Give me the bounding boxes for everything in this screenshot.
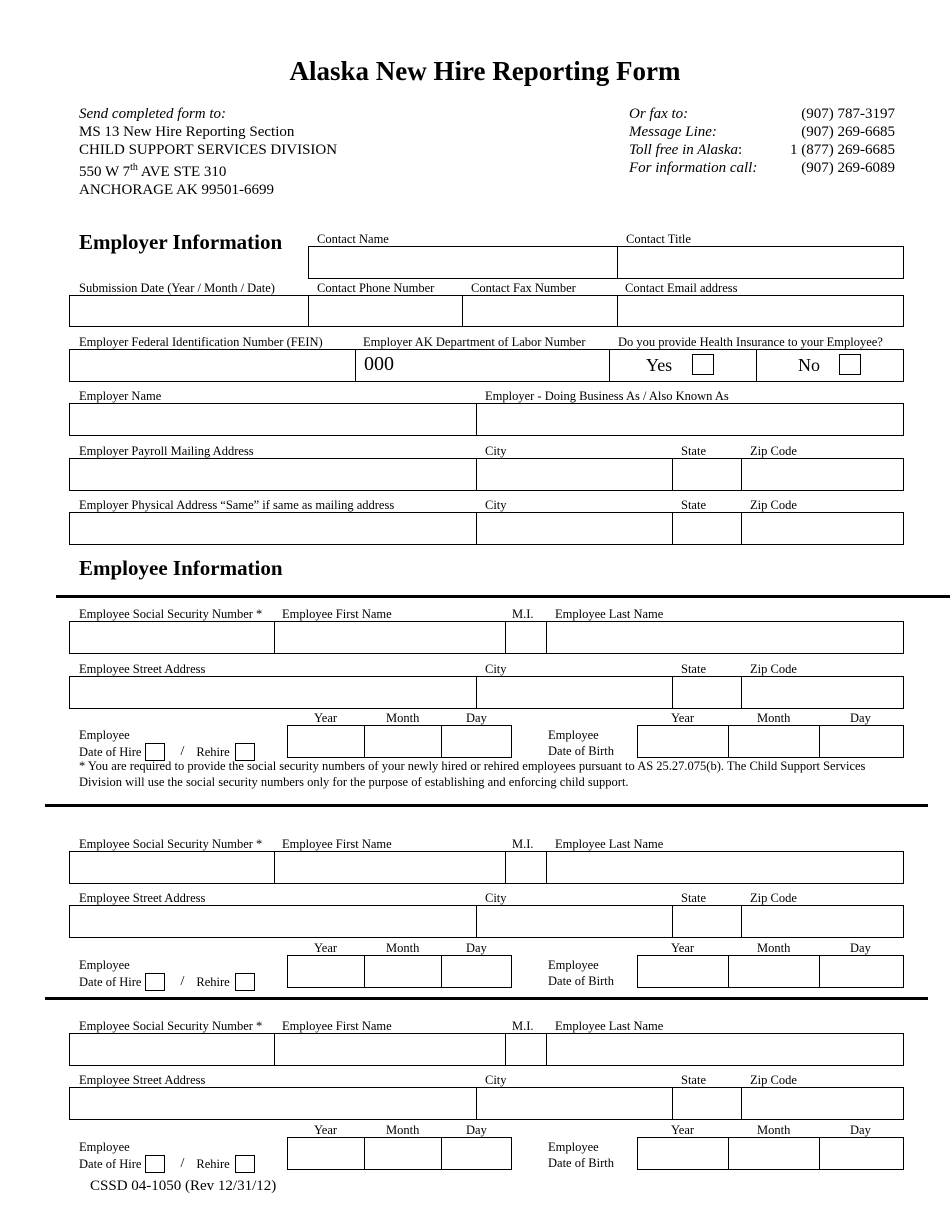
fein-field[interactable] [69, 349, 356, 382]
emp2-hire-year-label: Year [314, 941, 338, 955]
emp3-zip-field[interactable] [741, 1087, 904, 1120]
contact-name-label: Contact Name [317, 232, 389, 246]
health-yes-label: Yes [646, 355, 673, 375]
health-yes-checkbox[interactable] [692, 354, 714, 375]
contact-phone-label: Contact Phone Number [317, 281, 435, 295]
contact-fax-label: Contact Fax Number [471, 281, 576, 295]
contact-email-label: Contact Email address [625, 281, 738, 295]
emp3-city-label: City [485, 1073, 507, 1087]
emp2-last-name-label: Employee Last Name [555, 837, 664, 851]
mailing-address [79, 105, 337, 199]
emp2-zip-field[interactable] [741, 905, 904, 938]
fax-value: (907) 787-3197 [801, 106, 895, 122]
emp3-birth-month-label: Month [757, 1123, 791, 1137]
payroll-zip-label: Zip Code [750, 444, 797, 458]
emp2-city-label: City [485, 891, 507, 905]
emp1-street-label: Employee Street Address [79, 662, 206, 676]
emp1-ssn-label: Employee Social Security Number * [79, 607, 263, 621]
ak-dol-label: Employer AK Department of Labor Number [363, 335, 586, 349]
employer-dba-field[interactable] [476, 403, 904, 436]
employer-name-field[interactable] [69, 403, 477, 436]
emp2-ssn-label: Employee Social Security Number * [79, 837, 263, 851]
message-line-value: (907) 269-6685 [801, 124, 895, 140]
emp1-state-label: State [681, 662, 706, 676]
address-street: 550 W 7 [79, 164, 131, 180]
emp2-birth-month-label: Month [757, 941, 791, 955]
emp1-employee-text-2: Employee [548, 728, 599, 742]
emp2-street-label: Employee Street Address [79, 891, 206, 905]
physical-zip-label: Zip Code [750, 498, 797, 512]
emp1-birth-day-label: Day [850, 711, 871, 725]
emp1-first-name-label: Employee First Name [282, 607, 392, 621]
physical-address-label: Employer Physical Address “Same” if same as mailing address [79, 498, 395, 512]
emp3-state-field[interactable] [672, 1087, 742, 1120]
emp2-hire-month-field[interactable] [364, 955, 442, 988]
emp3-date-of-hire-text: Date of Hire [79, 1157, 142, 1171]
emp1-street-field[interactable] [69, 676, 477, 709]
emp1-slash: / [180, 744, 185, 759]
emp1-birth-month-label: Month [757, 711, 791, 725]
emp1-hire-day-label: Day [466, 711, 487, 725]
emp1-city-label: City [485, 662, 507, 676]
physical-state-field[interactable] [672, 512, 742, 545]
emp3-hire-year-label: Year [314, 1123, 338, 1137]
payroll-city-field[interactable] [476, 458, 673, 491]
emp3-employee-text: Employee [79, 1140, 130, 1154]
address-line-4: ANCHORAGE AK 99501-6699 [79, 182, 274, 198]
employee-section-heading: Employee Information [79, 556, 283, 580]
emp2-rehire-checkbox[interactable] [235, 973, 255, 991]
emp3-employee-text-2: Employee [548, 1140, 599, 1154]
block-divider-2 [45, 997, 928, 1000]
emp2-ssn-field[interactable] [69, 851, 275, 884]
emp3-hire-month-field[interactable] [364, 1137, 442, 1170]
toll-free-label: Toll free in Alaska [629, 142, 739, 158]
emp2-last-name-field[interactable] [546, 851, 904, 884]
emp1-ssn-field[interactable] [69, 621, 275, 654]
fein-label: Employer Federal Identification Number (FEIN) [79, 335, 323, 349]
emp3-new-hire-checkbox[interactable] [145, 1155, 165, 1173]
ssn-requirement-note: * You are required to provide the social security numbers of your newly hired or rehired employees pursuant to AS 25.27.075(b). The Child Support Services Division will use the social security numbers only for the purpose of establishing and enforcing child support. [79, 759, 866, 789]
emp1-last-name-field[interactable] [546, 621, 904, 654]
payroll-state-field[interactable] [672, 458, 742, 491]
emp1-birth-day-field[interactable] [819, 725, 904, 758]
emp1-hire-day-field[interactable] [441, 725, 512, 758]
submission-date-field[interactable] [69, 295, 309, 327]
form-number: CSSD 04-1050 (Rev 12/31/12) [90, 1178, 277, 1194]
health-no-label: No [798, 355, 820, 375]
emp1-rehire-text: Rehire [196, 745, 230, 759]
emp1-birth-label [548, 727, 614, 759]
health-no-checkbox[interactable] [839, 354, 861, 375]
emp3-hire-day-label: Day [466, 1123, 487, 1137]
submission-date-label: Submission Date (Year / Month / Date) [79, 281, 275, 295]
emp1-hire-year-field[interactable] [287, 725, 365, 758]
address-line-1: MS 13 New Hire Reporting Section [79, 124, 295, 140]
emp3-date-of-birth-text: Date of Birth [548, 1156, 614, 1170]
emp2-employee-text-2: Employee [548, 958, 599, 972]
emp3-ssn-label: Employee Social Security Number * [79, 1019, 263, 1033]
emp3-first-name-label: Employee First Name [282, 1019, 392, 1033]
emp2-new-hire-checkbox[interactable] [145, 973, 165, 991]
emp3-state-label: State [681, 1073, 706, 1087]
emp1-first-name-field[interactable] [274, 621, 506, 654]
payroll-zip-field[interactable] [741, 458, 904, 491]
block-divider-1 [45, 804, 928, 807]
emp1-hire-year-label: Year [314, 711, 338, 725]
address-street-suffix: th [130, 162, 138, 173]
physical-city-field[interactable] [476, 512, 673, 545]
emp2-zip-label: Zip Code [750, 891, 797, 905]
address-line-3 [79, 159, 337, 181]
emp1-mi-field[interactable] [505, 621, 547, 654]
emp1-date-of-birth-text: Date of Birth [548, 744, 614, 758]
emp2-mi-label: M.I. [512, 837, 534, 851]
physical-address-field[interactable] [69, 512, 477, 545]
emp3-birth-day-label: Day [850, 1123, 871, 1137]
emp2-city-field[interactable] [476, 905, 673, 938]
emp1-hire-month-label: Month [386, 711, 420, 725]
emp3-ssn-field[interactable] [69, 1033, 275, 1066]
emp3-street-label: Employee Street Address [79, 1073, 206, 1087]
emp3-first-name-field[interactable] [274, 1033, 506, 1066]
emp3-birth-label [548, 1139, 614, 1171]
emp1-zip-label: Zip Code [750, 662, 797, 676]
info-call-value: (907) 269-6089 [801, 160, 895, 176]
emp3-slash: / [180, 1156, 185, 1171]
emp2-first-name-label: Employee First Name [282, 837, 392, 851]
emp3-hire-month-label: Month [386, 1123, 420, 1137]
emp3-last-name-field[interactable] [546, 1033, 904, 1066]
emp2-birth-label [548, 957, 614, 989]
physical-zip-field[interactable] [741, 512, 904, 545]
emp2-birth-month-field[interactable] [728, 955, 820, 988]
emp2-hire-month-label: Month [386, 941, 420, 955]
emp2-employee-text: Employee [79, 958, 130, 972]
payroll-city-label: City [485, 444, 507, 458]
employer-section-heading: Employer Information [79, 230, 283, 254]
info-call-label: For information call: [629, 160, 758, 176]
emp1-employee-text: Employee [79, 728, 130, 742]
contact-title-label: Contact Title [626, 232, 691, 246]
address-line-2: CHILD SUPPORT SERVICES DIVISION [79, 142, 338, 158]
emp3-birth-day-field[interactable] [819, 1137, 904, 1170]
payroll-state-label: State [681, 444, 706, 458]
emp3-zip-label: Zip Code [750, 1073, 797, 1087]
section-divider [56, 595, 950, 598]
emp1-birth-year-label: Year [671, 711, 695, 725]
health-insurance-question: Do you provide Health Insurance to your Employee? [618, 335, 883, 349]
emp3-birth-month-field[interactable] [728, 1137, 820, 1170]
emp2-street-field[interactable] [69, 905, 477, 938]
emp2-birth-day-label: Day [850, 941, 871, 955]
employer-dba-label: Employer - Doing Business As / Also Known As [485, 389, 729, 403]
contact-phone-field[interactable] [308, 295, 463, 327]
emp3-mi-label: M.I. [512, 1019, 534, 1033]
emp2-hire-label [79, 957, 255, 991]
emp1-last-name-label: Employee Last Name [555, 607, 664, 621]
emp2-rehire-text: Rehire [196, 975, 230, 989]
emp2-first-name-field[interactable] [274, 851, 506, 884]
emp3-mi-field[interactable] [505, 1033, 547, 1066]
emp2-date-of-hire-text: Date of Hire [79, 975, 142, 989]
emp1-mi-label: M.I. [512, 607, 534, 621]
emp1-city-field[interactable] [476, 676, 673, 709]
health-no-cell [756, 349, 904, 382]
emp3-last-name-label: Employee Last Name [555, 1019, 664, 1033]
physical-city-label: City [485, 498, 507, 512]
contact-name-field[interactable] [308, 246, 618, 279]
emp1-state-field[interactable] [672, 676, 742, 709]
physical-state-label: State [681, 498, 706, 512]
emp1-date-of-hire-text: Date of Hire [79, 745, 142, 759]
ak-dol-value: 000 [364, 353, 394, 375]
contact-email-field[interactable] [617, 295, 904, 327]
emp2-date-of-birth-text: Date of Birth [548, 974, 614, 988]
emp3-hire-day-field[interactable] [441, 1137, 512, 1170]
page-title: Alaska New Hire Reporting Form [289, 56, 681, 86]
emp2-birth-year-field[interactable] [637, 955, 729, 988]
emp3-birth-year-label: Year [671, 1123, 695, 1137]
emp1-zip-field[interactable] [741, 676, 904, 709]
emp3-hire-year-field[interactable] [287, 1137, 365, 1170]
emp2-state-field[interactable] [672, 905, 742, 938]
emp3-street-field[interactable] [69, 1087, 477, 1120]
emp1-birth-year-field[interactable] [637, 725, 729, 758]
send-heading: Send completed form to: [79, 106, 227, 122]
emp3-rehire-text: Rehire [196, 1157, 230, 1171]
emp1-hire-month-field[interactable] [364, 725, 442, 758]
health-yes-cell [609, 349, 757, 382]
emp3-city-field[interactable] [476, 1087, 673, 1120]
toll-free-colon: : [738, 142, 743, 158]
emp1-birth-month-field[interactable] [728, 725, 820, 758]
emp2-hire-day-label: Day [466, 941, 487, 955]
emp2-slash: / [180, 974, 185, 989]
contact-title-field[interactable] [617, 246, 904, 279]
emp2-mi-field[interactable] [505, 851, 547, 884]
payroll-address-label: Employer Payroll Mailing Address [79, 444, 254, 458]
emp3-hire-label [79, 1139, 255, 1173]
emp3-birth-year-field[interactable] [637, 1137, 729, 1170]
employer-name-label: Employer Name [79, 389, 162, 403]
fax-label: Or fax to: [629, 106, 689, 122]
contact-numbers [629, 105, 895, 177]
emp3-rehire-checkbox[interactable] [235, 1155, 255, 1173]
emp1-hire-label [79, 727, 255, 761]
contact-fax-field[interactable] [462, 295, 618, 327]
payroll-address-field[interactable] [69, 458, 477, 491]
emp2-hire-year-field[interactable] [287, 955, 365, 988]
toll-free-value: 1 (877) 269-6685 [790, 142, 895, 158]
message-line-label: Message Line: [629, 124, 717, 140]
emp2-birth-day-field[interactable] [819, 955, 904, 988]
address-street-rest: AVE STE 310 [137, 164, 227, 180]
emp2-hire-day-field[interactable] [441, 955, 512, 988]
emp2-birth-year-label: Year [671, 941, 695, 955]
ak-dol-field[interactable] [355, 349, 610, 382]
emp2-state-label: State [681, 891, 706, 905]
